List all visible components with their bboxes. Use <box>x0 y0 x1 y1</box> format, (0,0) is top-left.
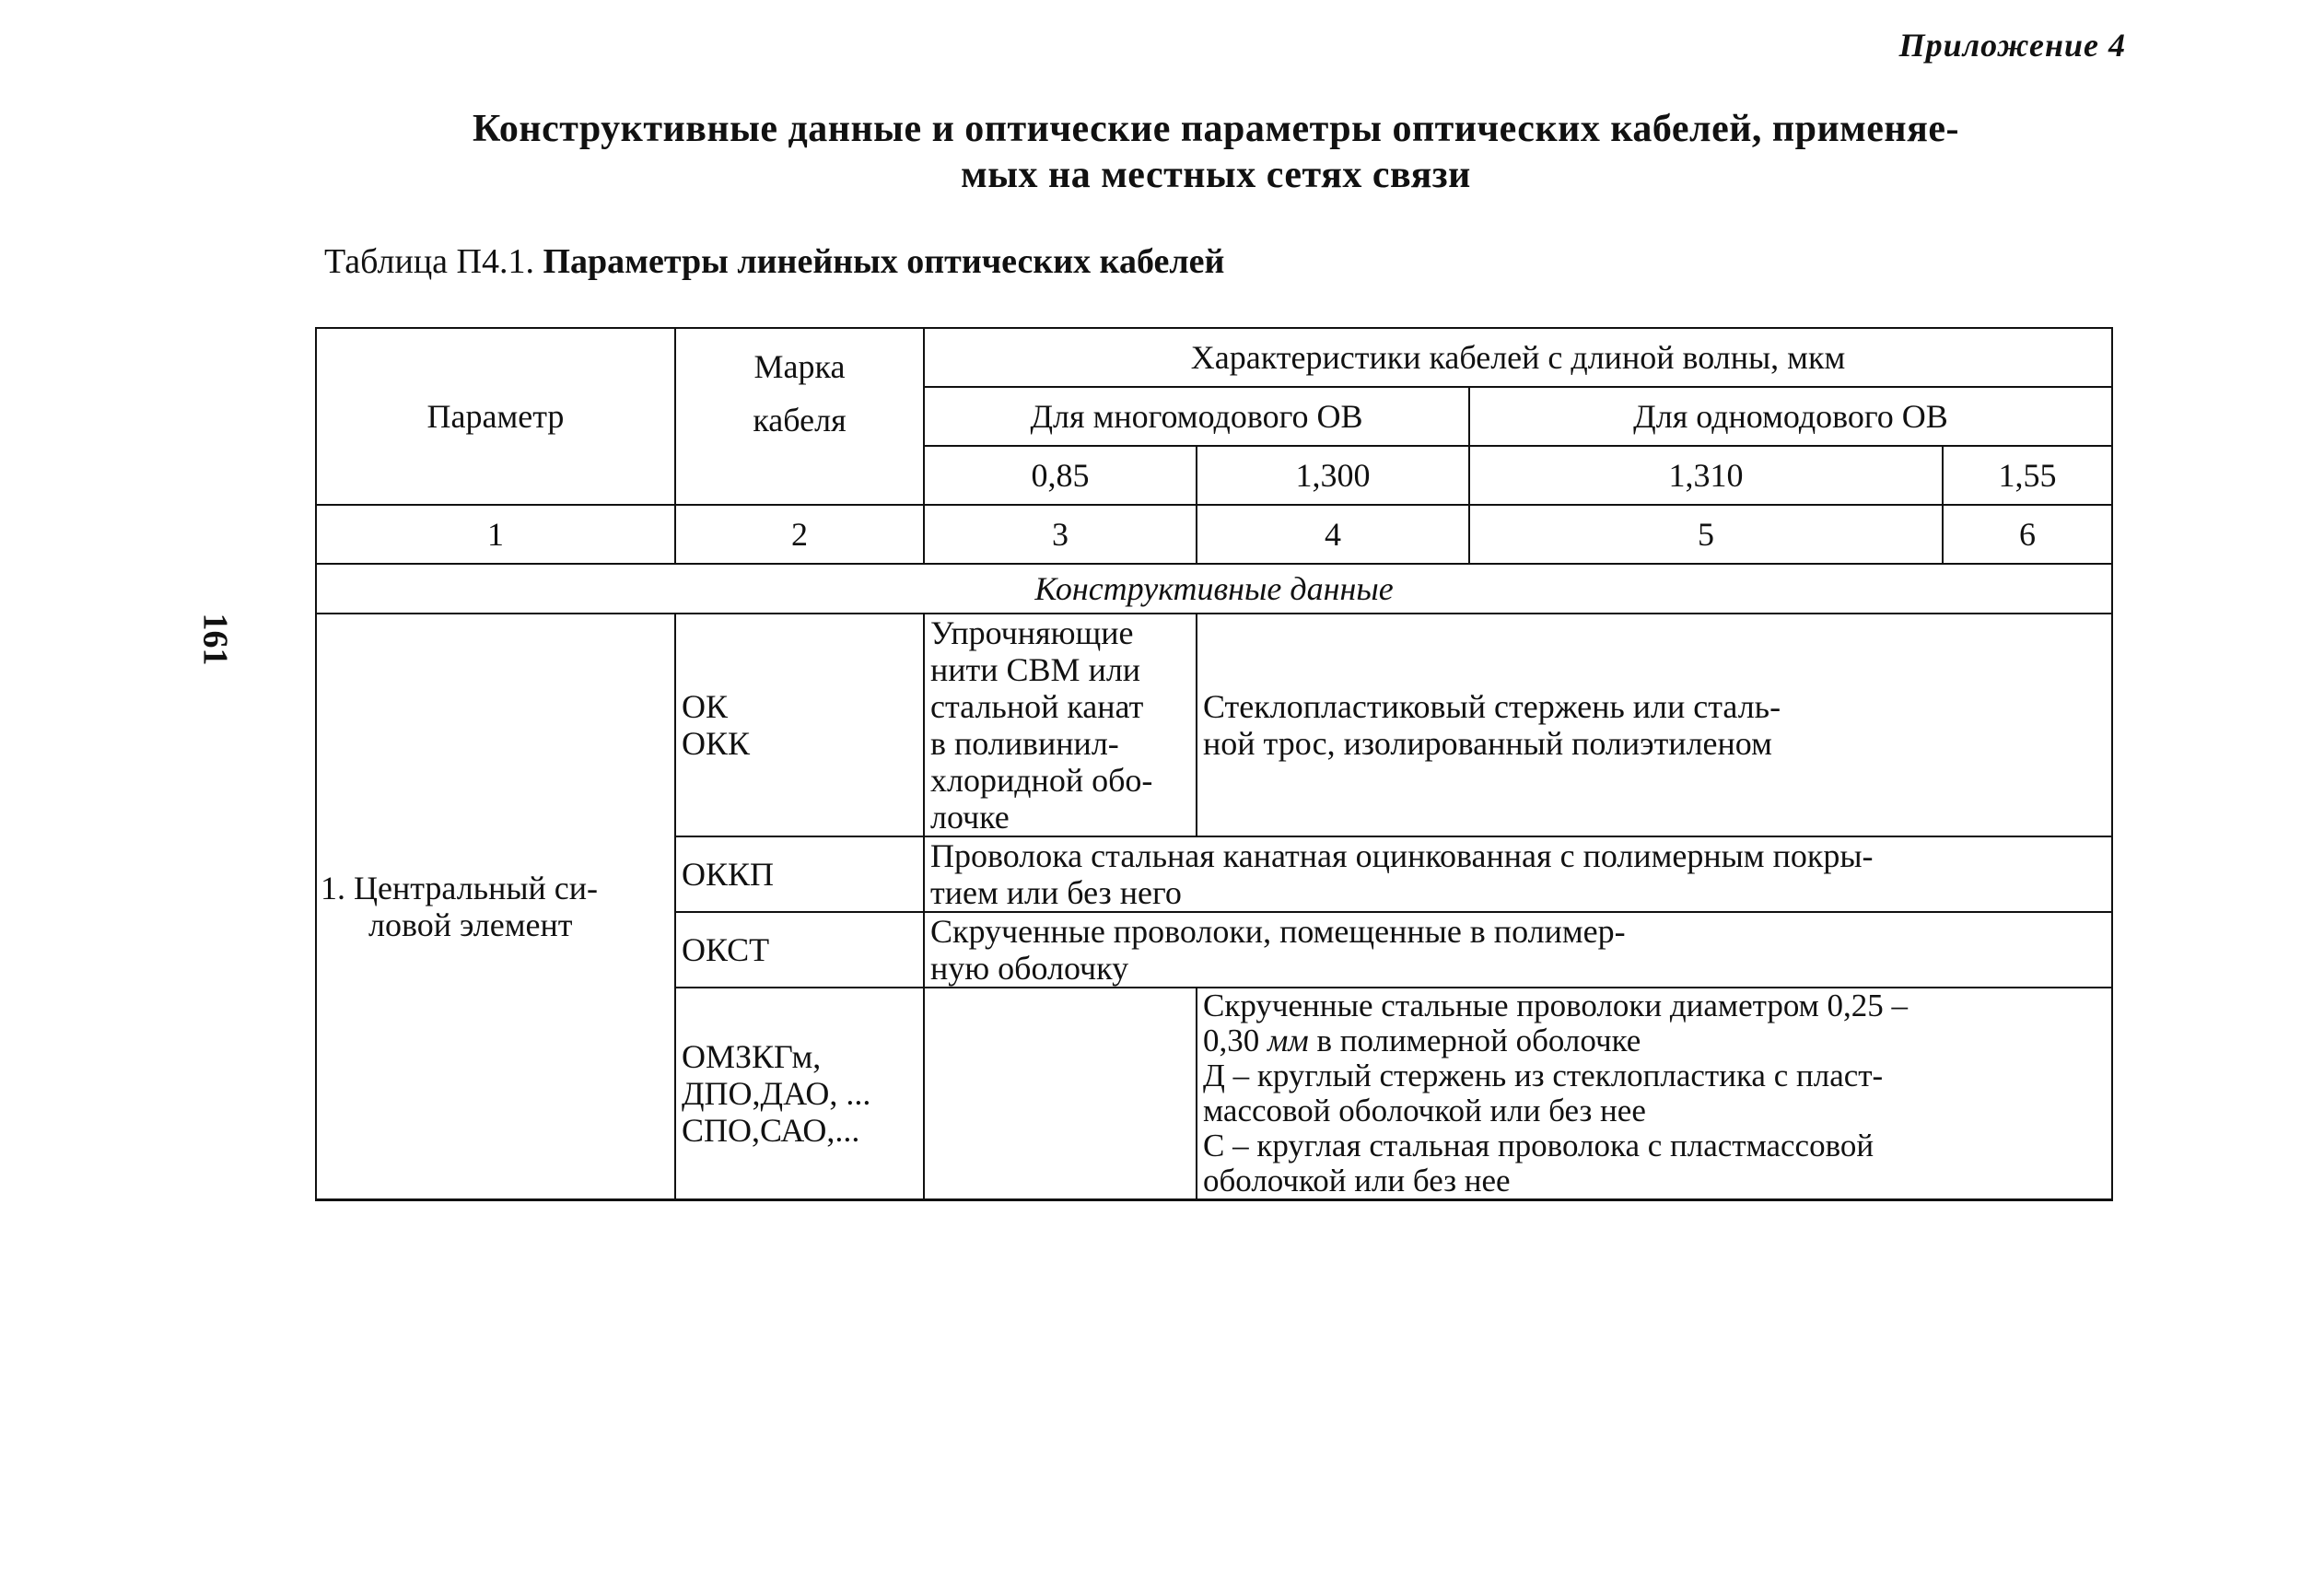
cell-line: лочке <box>930 799 1010 836</box>
title-line-1: Конструктивные данные и оптические параметры оптических кабелей, применяе- <box>473 108 1959 150</box>
full-width-cell <box>924 836 2112 912</box>
mark-cell <box>675 912 924 988</box>
mark-value: ОК <box>682 688 729 725</box>
header-wl-085: 0,85 <box>924 446 1197 505</box>
mark-value: СПО,САО,... <box>682 1112 860 1149</box>
mark-value: ОКСТ <box>682 931 770 968</box>
section-header: Конструктивные данные <box>316 564 2112 614</box>
caption-text: Параметры линейных оптических кабелей <box>543 242 1225 281</box>
param-cell <box>316 614 675 1200</box>
mark-value: ДПО,ДАО, ... <box>682 1075 871 1112</box>
col-number: 4 <box>1197 505 1469 564</box>
cell-line <box>1203 1023 2106 1058</box>
cable-parameters-table <box>315 327 2113 1201</box>
cell-line: Стеклопластиковый стержень или сталь- <box>1203 688 1781 725</box>
cell-line: ной трос, изолированный полиэтиленом <box>1203 725 1772 762</box>
caption-prefix: Таблица П4.1. <box>324 242 534 281</box>
cell-line: в поливинил- <box>930 725 1119 762</box>
cell-line-part: в полимерной оболочке <box>1308 1023 1641 1058</box>
page-title <box>313 106 2119 198</box>
header-characteristics: Характеристики кабелей с длиной волны, мкм <box>924 328 2112 387</box>
col-number: 6 <box>1943 505 2112 564</box>
cell-line: ную оболочку <box>930 950 1129 987</box>
singlemode-cell <box>1197 614 2112 836</box>
header-mark-line-2: кабеля <box>753 402 847 438</box>
mark-cell <box>675 836 924 912</box>
cell-line: Проволока стальная канатная оцинкованная с полимерным покры- <box>930 837 1874 874</box>
cell-line: С – круглая стальная проволока с пластмассовой <box>1203 1128 1874 1163</box>
mark-cell <box>675 614 924 836</box>
table-row <box>316 614 2112 836</box>
cell-line: оболочкой или без нее <box>1203 1163 1511 1198</box>
mark-value: ОМЗКГм, <box>682 1038 822 1075</box>
mark-value: ОККП <box>682 856 775 893</box>
header-mark <box>675 328 924 505</box>
header-wl-1310: 1,310 <box>1469 446 1943 505</box>
header-mark-line-1: Марка <box>753 348 846 385</box>
cell-line-part: 0,30 <box>1203 1023 1267 1058</box>
mark-cell <box>675 988 924 1200</box>
title-line-2: мых на местных сетях связи <box>961 154 1471 196</box>
cell-line: Скрученные проволоки, помещенные в полимер- <box>930 913 1626 950</box>
cell-line: хлоридной обо- <box>930 762 1153 799</box>
unit-mm: мм <box>1267 1023 1309 1058</box>
header-multimode: Для многомодового ОВ <box>924 387 1469 446</box>
col-number: 3 <box>924 505 1197 564</box>
header-singlemode: Для одномодового ОВ <box>1469 387 2112 446</box>
cell-line: нити СВМ или <box>930 651 1141 688</box>
singlemode-cell <box>1197 988 2112 1200</box>
full-width-cell <box>924 912 2112 988</box>
page-number: 161 <box>195 613 235 666</box>
cell-line: Д – круглый стержень из стеклопластика с пласт- <box>1203 1058 1884 1093</box>
multimode-cell <box>924 614 1197 836</box>
table-caption <box>324 241 1224 282</box>
appendix-label: Приложение 4 <box>1898 27 2126 64</box>
col-number: 1 <box>316 505 675 564</box>
multimode-cell <box>924 988 1197 1200</box>
param-line-2: ловой элемент <box>368 906 573 943</box>
cell-line: тием или без него <box>930 874 1182 911</box>
header-wl-1300: 1,300 <box>1197 446 1469 505</box>
col-number: 5 <box>1469 505 1943 564</box>
cell-line: Скрученные стальные проволоки диаметром 0,25 – <box>1203 988 1909 1023</box>
cell-line: Упрочняющие <box>930 614 1134 651</box>
header-param: Параметр <box>316 328 675 505</box>
param-line-1: 1. Центральный си- <box>321 870 599 906</box>
mark-value: ОКК <box>682 725 751 762</box>
col-number: 2 <box>675 505 924 564</box>
cell-line: массовой оболочкой или без нее <box>1203 1093 1646 1128</box>
cell-line: стальной канат <box>930 688 1144 725</box>
column-number-row <box>316 505 2112 564</box>
header-wl-155: 1,55 <box>1943 446 2112 505</box>
